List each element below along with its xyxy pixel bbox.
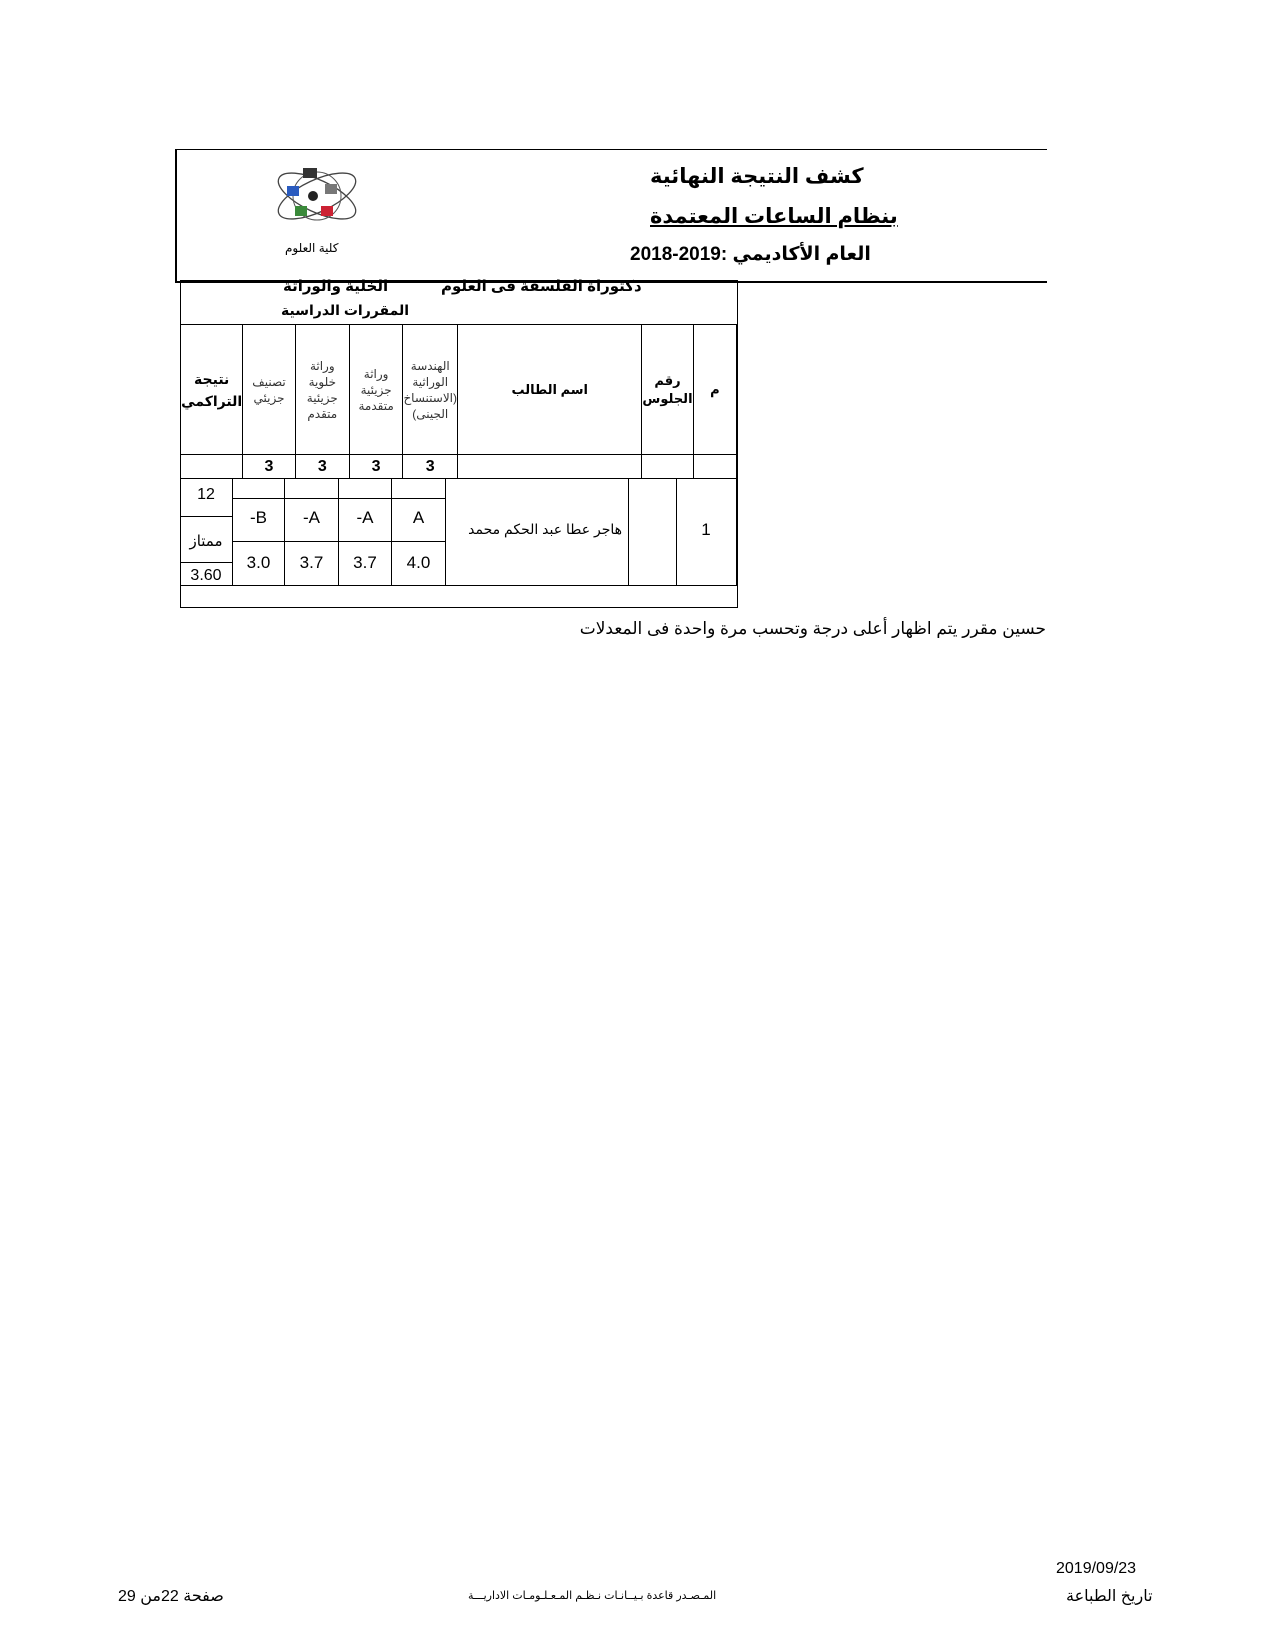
credits-empty — [642, 455, 693, 479]
print-date: 2019/09/23 — [1056, 1560, 1137, 1577]
col-header-course-2: وراثة جزيئية متقدمة — [349, 325, 402, 455]
degree-name: دكتوراة الفلسفة فى العلوم — [441, 278, 642, 295]
college-name: كلية العلوم — [285, 241, 339, 255]
credits-empty — [693, 455, 736, 479]
course-4-credits: 3 — [243, 455, 295, 479]
academic-year-label: العام الأكاديمي : — [720, 244, 871, 265]
report-title: كشف النتيجة النهائية — [650, 165, 864, 188]
course-1-credits: 3 — [403, 455, 458, 479]
results-table — [180, 324, 737, 479]
points-course-2: 3.7 — [353, 553, 377, 572]
col-header-course-4: تصنيف جزيئي — [243, 325, 295, 455]
grade-course-4: -B — [250, 508, 267, 527]
col-header-seat: رقم الجلوس — [642, 325, 693, 455]
col-header-result: نتيجة التراكمي — [181, 325, 243, 455]
table-row — [180, 478, 737, 587]
print-date-label: تاريخ الطباعة — [1066, 1588, 1153, 1605]
credits-empty — [181, 455, 243, 479]
courses-label: المقررات الدراسية — [281, 302, 410, 318]
grade-course-2: -A — [356, 508, 374, 527]
col-header-index: م — [693, 325, 736, 455]
col-header-name: اسم الطالب — [458, 325, 642, 455]
grade-course-1: A — [412, 508, 425, 527]
grade-course-3: -A — [303, 508, 320, 527]
page-number: صفحة 22من 29 — [118, 1588, 224, 1605]
col-header-course-3: وراثة خلوية جزيئية متقدم — [295, 325, 349, 455]
academic-year-value: 2019-2018 — [630, 244, 721, 265]
results-grid — [180, 280, 738, 608]
grade-note: حسين مقرر يتم اظهار أعلى درجة وتحسب مرة واحدة فى المعدلات — [579, 619, 1046, 638]
data-source: المـصـدر قاعدة بـيــانـات نـظـم المـعـلـومـات الاداريـــة — [468, 1590, 717, 1602]
course-3-credits: 3 — [295, 455, 349, 479]
rating: ممتاز — [189, 533, 223, 550]
total-hours: 12 — [197, 486, 215, 503]
credits-empty — [458, 455, 642, 479]
points-course-3: 3.7 — [299, 553, 324, 572]
department-name: الخلية والوراثة — [283, 278, 389, 295]
academic-year — [630, 243, 871, 266]
course-2-credits: 3 — [349, 455, 402, 479]
row-index: 1 — [701, 520, 711, 539]
col-header-course-1: الهندسة الوراثية (الاستنساخ الجينى) — [403, 325, 458, 455]
gpa: 3.60 — [190, 567, 222, 584]
points-course-4: 3.0 — [246, 553, 271, 572]
points-course-1: 4.0 — [406, 553, 431, 572]
faculty-logo — [265, 160, 370, 232]
student-name: هاجر عطا عبد الحكم محمد — [468, 521, 622, 537]
report-subtitle: بنظام الساعات المعتمدة — [650, 205, 898, 228]
